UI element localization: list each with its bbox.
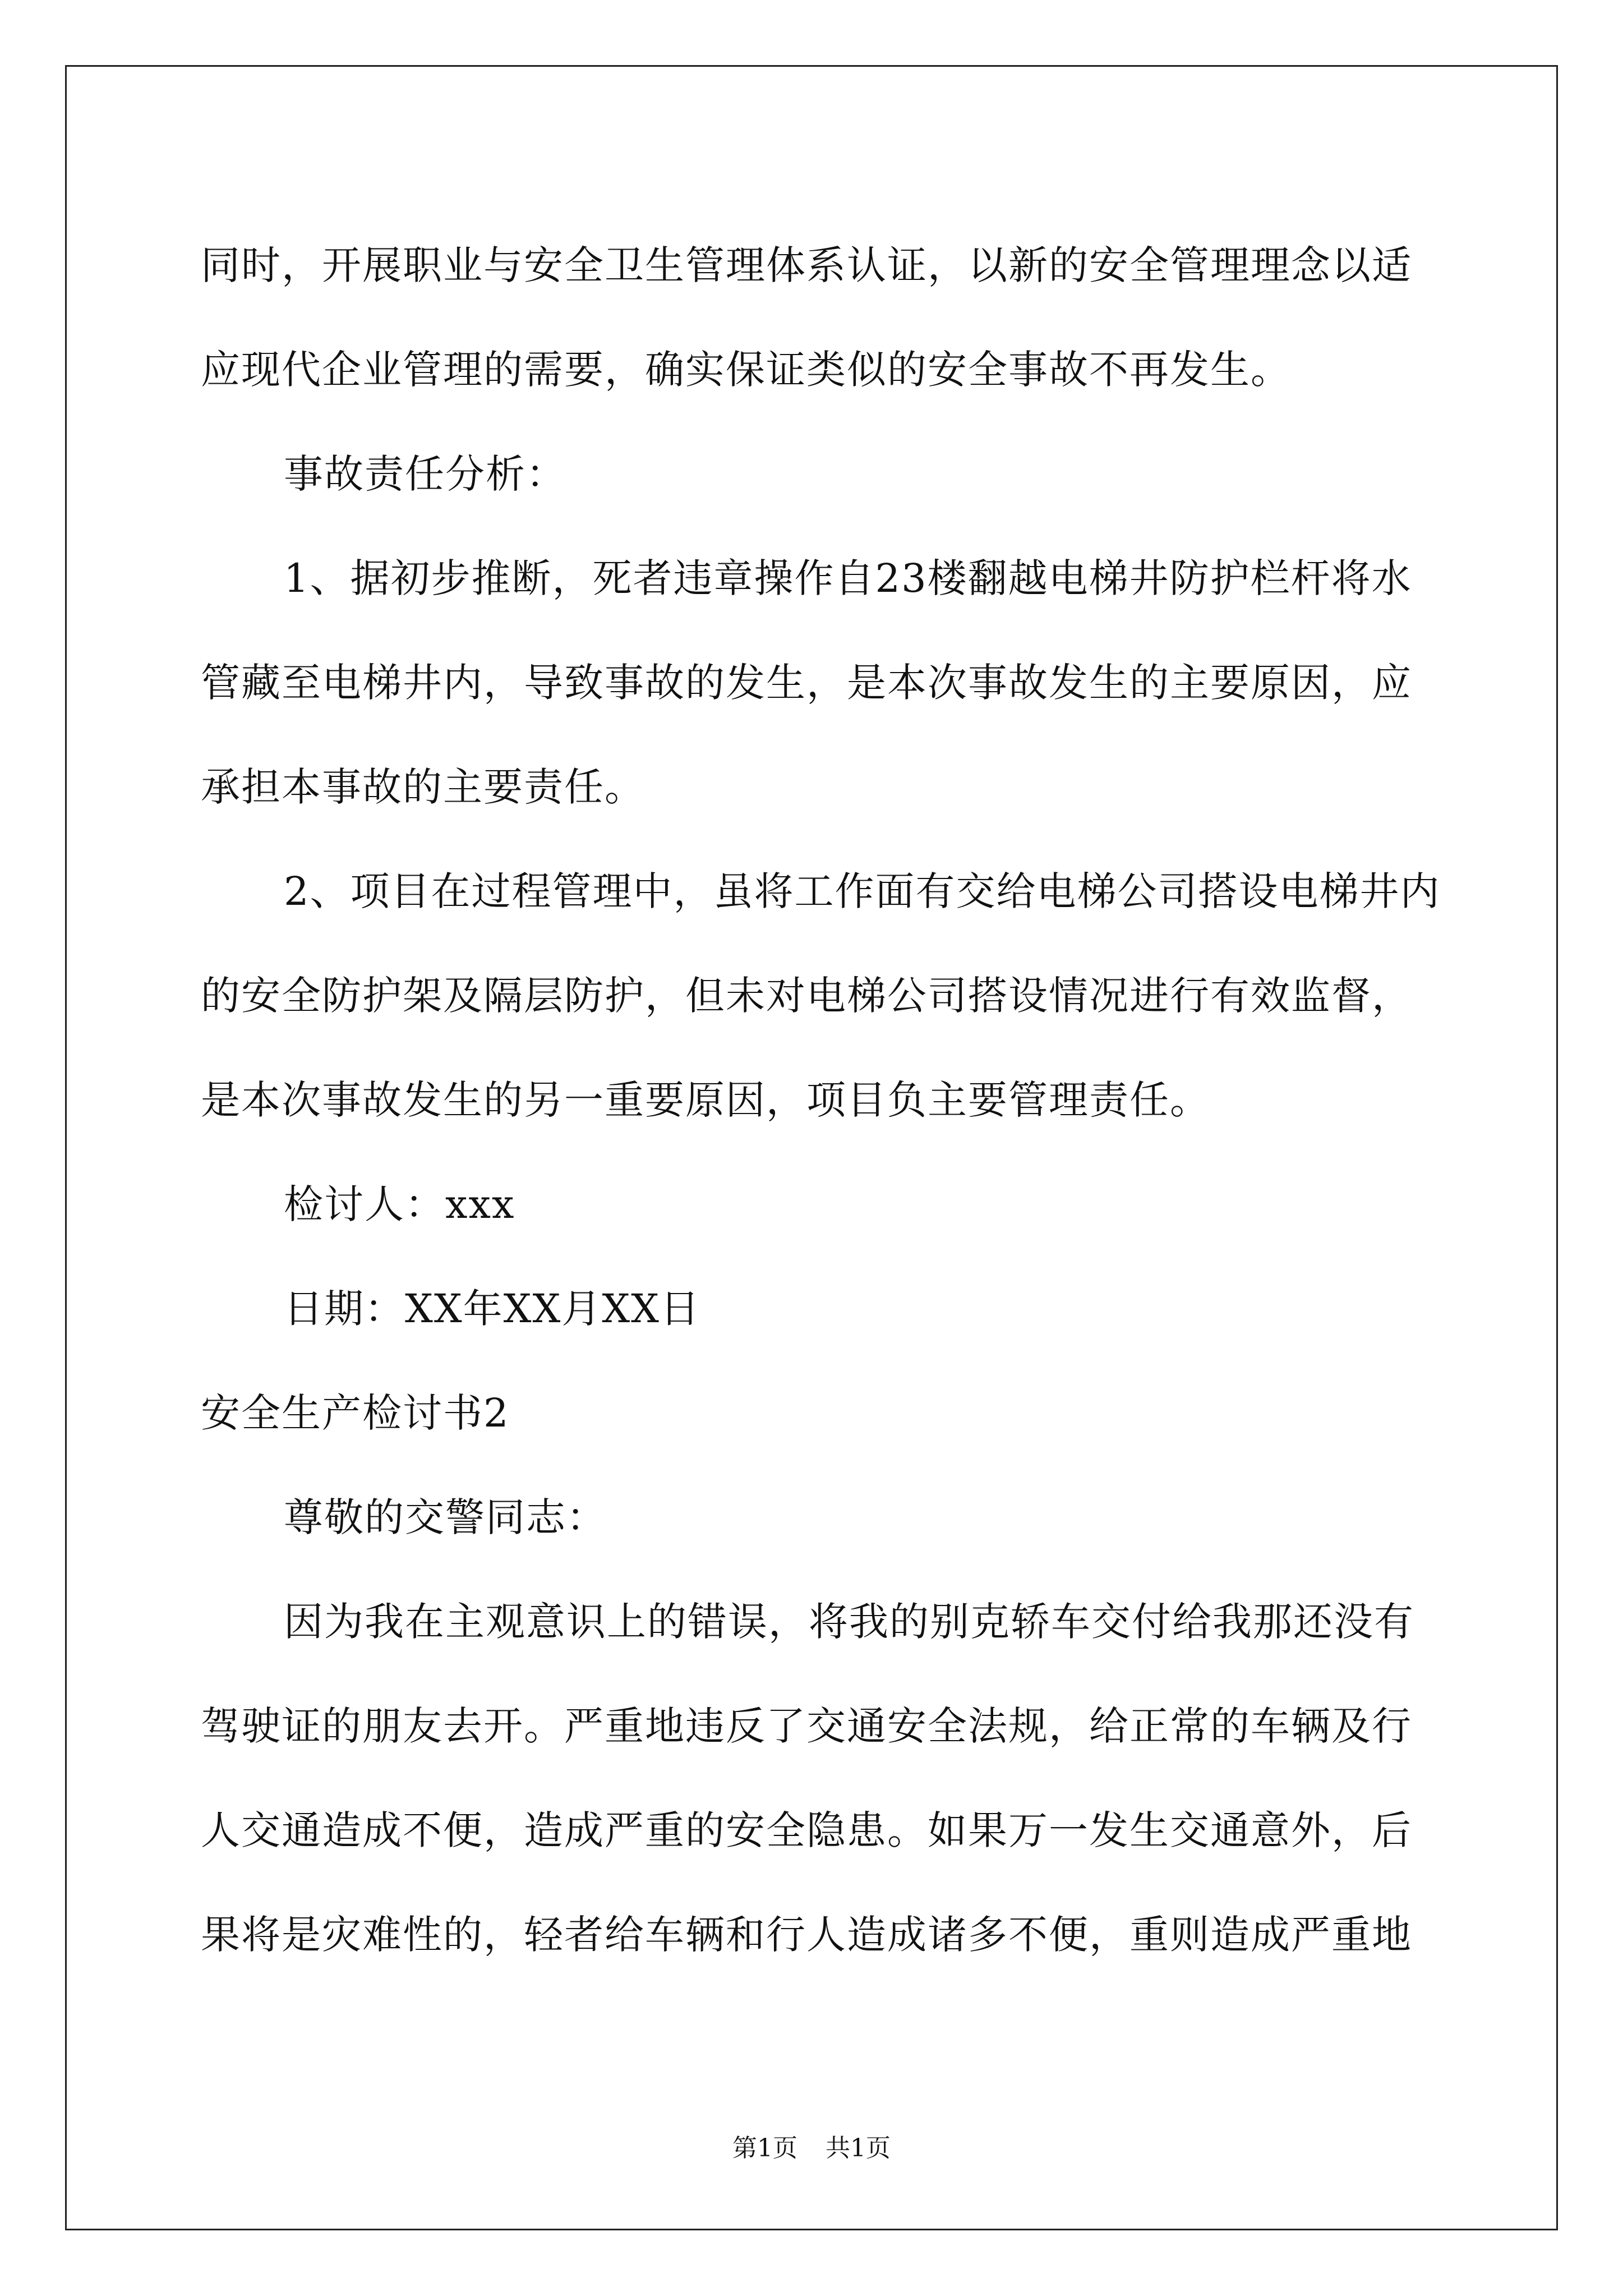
text-line-1: 同时，开展职业与安全卫生管理体系认证，以新的安全管理理念以适 <box>201 242 1412 288</box>
text-line-16: 人交通造成不便，造成严重的安全隐患。如果万一发生交通意外，后 <box>201 1807 1412 1853</box>
text-line-17: 果将是灾难性的，轻者给车辆和行人造成诸多不便，重则造成严重地 <box>201 1912 1412 1958</box>
text-line-14: 因为我在主观意识上的错误，将我的别克轿车交付给我那还没有 <box>284 1599 1414 1645</box>
page-footer <box>0 2132 1623 2165</box>
text-line-9: 是本次事故发生的另一重要原因，项目负主要管理责任。 <box>201 1077 1210 1123</box>
salutation: 尊敬的交警同志： <box>284 1494 607 1540</box>
text-line-15: 驾驶证的朋友去开。严重地违反了交通安全法规，给正常的车辆及行 <box>201 1703 1412 1749</box>
page-number: 第1页 <box>732 2134 797 2162</box>
page-total: 共1页 <box>826 2134 891 2162</box>
text-line-4: 1、据初步推断，死者违章操作自23楼翻越电梯井防护栏杆将水 <box>284 555 1412 601</box>
date-line: 日期：XX年XX月XX日 <box>284 1286 701 1332</box>
document-title-2: 安全生产检讨书2 <box>201 1390 510 1436</box>
text-line-8: 的安全防护架及隔层防护，但未对电梯公司搭设情况进行有效监督， <box>201 973 1412 1019</box>
text-line-2: 应现代企业管理的需要，确实保证类似的安全事故不再发生。 <box>201 347 1291 393</box>
document-body <box>201 213 1441 1987</box>
author-line: 检讨人：xxx <box>284 1181 515 1227</box>
section-heading-responsibility: 事故责任分析： <box>284 451 566 497</box>
text-line-6: 承担本事故的主要责任。 <box>201 764 645 810</box>
text-line-5: 管藏至电梯井内，导致事故的发生，是本次事故发生的主要原因，应 <box>201 660 1412 706</box>
text-line-7: 2、项目在过程管理中，虽将工作面有交给电梯公司搭设电梯井内 <box>284 868 1441 914</box>
